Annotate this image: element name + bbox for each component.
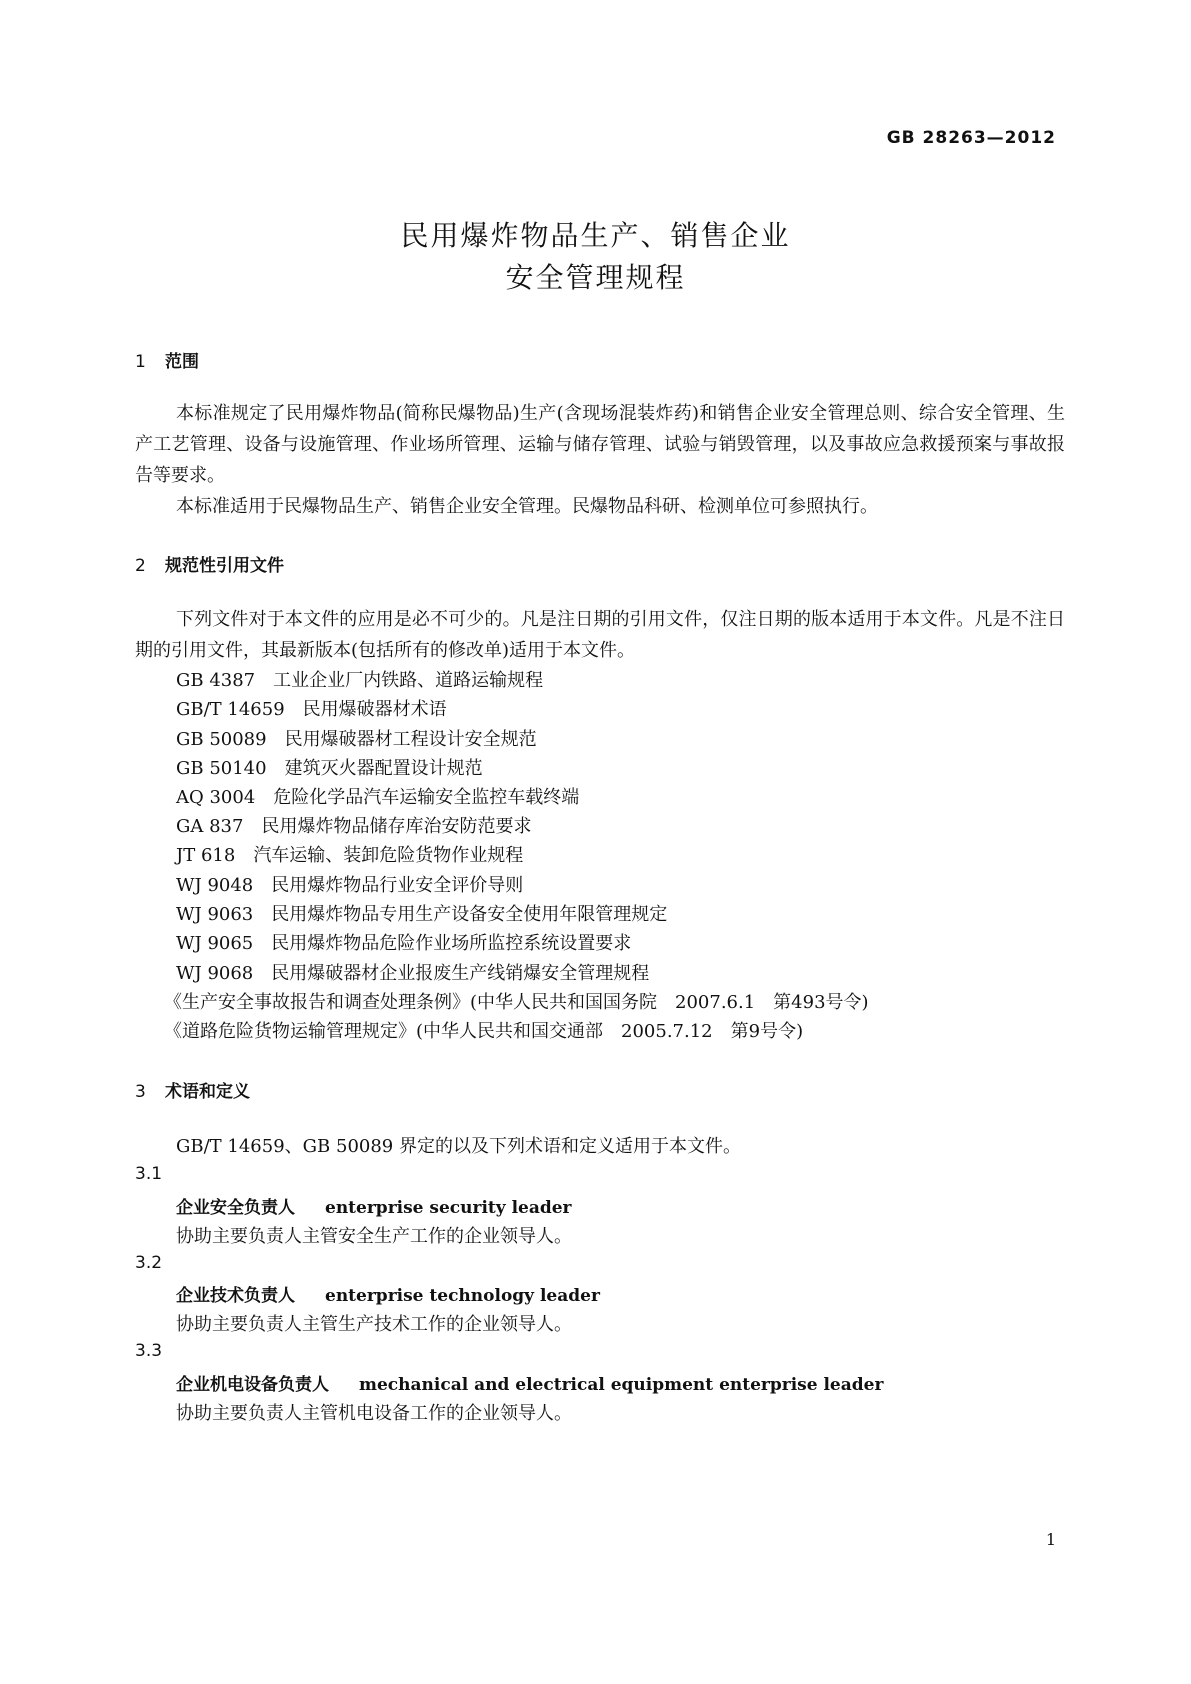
- reference-regulation-2: 《道路危险货物运输管理规定》(中华人民共和国交通部 2005.7.12 第9号令): [164, 1021, 804, 1042]
- page-number: 1: [1045, 1530, 1056, 1549]
- reference-title: 民用爆破器材工程设计安全规范: [284, 729, 537, 750]
- term-en: enterprise security leader: [325, 1198, 572, 1218]
- reference-code: WJ 9048: [176, 875, 254, 896]
- section-1-paragraph-1: 本标准规定了民用爆炸物品(简称民爆物品)生产(含现场混装炸药)和销售企业安全管理总则、综合安全管理、生产工艺管理、设备与设施管理、作业场所管理、运输与储存管理、试验与销毁管理，以及事故应急救援预案与事故报告等要求。: [135, 403, 1065, 486]
- reference-title: 民用爆炸物品专用生产设备安全使用年限管理规定: [271, 904, 668, 925]
- reference-title: 危险化学品汽车运输安全监控车载终端: [273, 787, 580, 808]
- reference-title: 民用爆炸物品行业安全评价导则: [271, 875, 524, 896]
- reference-item: [176, 666, 543, 692]
- reference-item: [176, 959, 649, 985]
- reference-item: [176, 871, 523, 897]
- section-2-intro: 下列文件对于本文件的应用是必不可少的。凡是注日期的引用文件，仅注日期的版本适用于本文件。凡是不注日期的引用文件，其最新版本(包括所有的修改单)适用于本文件。: [135, 609, 1065, 661]
- section-2-heading: [135, 551, 284, 576]
- reference-title: 汽车运输、装卸危险货物作业规程: [253, 845, 524, 866]
- reference-item: [176, 929, 631, 955]
- reference-item: [176, 725, 537, 751]
- section-title: 范围: [165, 352, 199, 372]
- reference-title: 民用爆破器材企业报废生产线销爆安全管理规程: [271, 963, 650, 984]
- term-number: 3.1: [135, 1164, 163, 1184]
- term-definition: 协助主要负责人主管生产技术工作的企业领导人。: [176, 1314, 572, 1335]
- reference-code: WJ 9065: [176, 933, 254, 954]
- section-3-intro: GB/T 14659、GB 50089 界定的以及下列术语和定义适用于本文件。: [176, 1136, 741, 1157]
- document-title-line2: 安全管理规程: [505, 261, 686, 294]
- term-zh: 企业技术负责人: [176, 1286, 295, 1306]
- term-name: [176, 1370, 883, 1395]
- term-zh: 企业安全负责人: [176, 1198, 295, 1218]
- section-title: 规范性引用文件: [165, 556, 284, 576]
- section-3-heading: [135, 1077, 250, 1102]
- reference-regulation-1: 《生产安全事故报告和调查处理条例》(中华人民共和国国务院 2007.6.1 第493号令): [164, 992, 869, 1013]
- term-definition: 协助主要负责人主管安全生产工作的企业领导人。: [176, 1226, 572, 1247]
- reference-item: [176, 754, 483, 780]
- term-en: mechanical and electrical equipment enterprise leader: [359, 1375, 884, 1395]
- reference-code: WJ 9068: [176, 963, 254, 984]
- reference-code: AQ 3004: [176, 787, 256, 808]
- reference-item: [176, 900, 667, 926]
- document-title-line1: 民用爆炸物品生产、销售企业: [400, 219, 791, 252]
- term-name: [176, 1281, 600, 1306]
- reference-title: 建筑灭火器配置设计规范: [284, 758, 483, 779]
- standard-number: GB 28263—2012: [886, 128, 1056, 148]
- reference-item: [176, 812, 531, 838]
- section-1-heading: [135, 347, 199, 372]
- reference-code: GA 837: [176, 816, 244, 837]
- reference-title: 民用爆炸物品储存库治安防范要求: [261, 816, 532, 837]
- reference-code: JT 618: [176, 845, 236, 866]
- term-zh: 企业机电设备负责人: [176, 1375, 329, 1395]
- section-title: 术语和定义: [165, 1082, 250, 1102]
- reference-title: 民用爆炸物品危险作业场所监控系统设置要求: [271, 933, 632, 954]
- reference-item: [176, 783, 579, 809]
- section-number: 1: [135, 352, 146, 372]
- reference-code: GB 50140: [176, 758, 267, 779]
- term-name: [176, 1193, 572, 1218]
- term-definition: 协助主要负责人主管机电设备工作的企业领导人。: [176, 1403, 572, 1424]
- term-number: 3.2: [135, 1253, 163, 1273]
- reference-code: GB 50089: [176, 729, 267, 750]
- section-number: 3: [135, 1082, 146, 1102]
- reference-code: GB/T 14659: [176, 699, 285, 720]
- reference-code: GB 4387: [176, 670, 256, 691]
- section-number: 2: [135, 556, 146, 576]
- reference-item: [176, 841, 523, 867]
- section-1-paragraph-2: 本标准适用于民爆物品生产、销售企业安全管理。民爆物品科研、检测单位可参照执行。: [176, 496, 878, 517]
- term-en: enterprise technology leader: [325, 1286, 600, 1306]
- reference-title: 工业企业厂内铁路、道路运输规程: [273, 670, 544, 691]
- reference-title: 民用爆破器材术语: [302, 699, 447, 720]
- reference-code: WJ 9063: [176, 904, 254, 925]
- reference-item: [176, 695, 447, 721]
- term-number: 3.3: [135, 1341, 163, 1361]
